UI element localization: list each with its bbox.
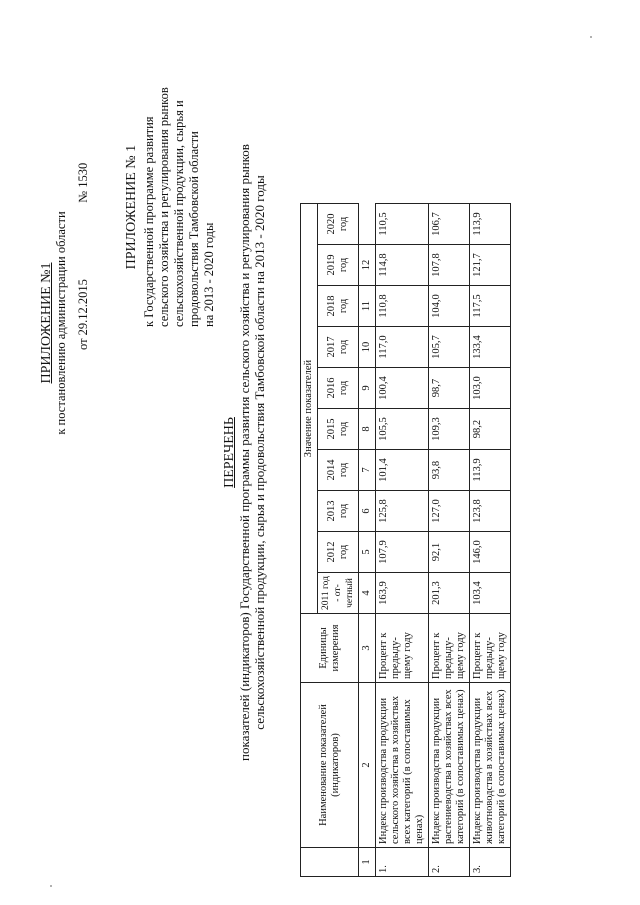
row-value: 117,0 [376,327,429,368]
table-row [470,204,511,877]
table-header-row [301,204,318,877]
column-number-row [359,204,376,877]
row-indicator-name: Индекс производства продукции растениеводства в хозяйствах всех категорий (в сопоставимых ценах) [429,683,470,848]
row-value: 113,9 [470,204,511,245]
header-indicator-name: Наименование показателей (индикаторов) [301,683,359,848]
row-value: 98,7 [429,368,470,409]
header-year: 2016 год [318,368,359,409]
resolution-number: № 1530 [76,162,90,203]
row-value: 103,0 [470,368,511,409]
header-year: 2017 год [318,327,359,368]
row-value: 110,8 [376,286,429,327]
header-values: Значение показателей [301,204,318,614]
column-number: 10 [359,327,376,368]
row-value: 103,4 [470,573,511,614]
appendix-1-block [39,173,69,473]
scan-dust-mark [50,885,52,887]
appendix-1-resolution-line: к постановлению администрации области [54,211,68,435]
document-title-block [222,30,267,875]
row-value: 105,7 [429,327,470,368]
row-value: 98,2 [470,409,511,450]
row-value: 104,0 [429,286,470,327]
document-subtitle-line-2: сельскохозяйственной продукции, сырья и продовольствия Тамбовской области на 2013 - 2020 годы [252,175,267,730]
row-unit: Процент к предыду-щему году [470,614,511,683]
appendix-2-line: сельского хозяйства и регулирования рынков [157,87,171,327]
header-year: 2019 год [318,245,359,286]
row-indicator-name: Индекс производства продукции сельского хозяйства в хозяйствах всех категорий (в сопоставимых ценах) [376,683,429,848]
row-value: 201,3 [429,573,470,614]
row-value: 107,9 [376,532,429,573]
row-value: 146,0 [470,532,511,573]
row-unit: Процент к предыду-щему году [376,614,429,683]
column-number: 9 [359,368,376,409]
appendix-2-line: к Государственной программе развития [142,116,156,327]
header-year: 2018 год [318,286,359,327]
column-number: 8 [359,409,376,450]
row-value: 107,8 [429,245,470,286]
appendix-2-line: на 2013 - 2020 годы [202,222,216,327]
scan-dust-mark [590,36,592,38]
row-value: 123,8 [470,491,511,532]
row-value: 163,9 [376,573,429,614]
row-number: 1. [376,848,429,877]
row-value: 106,7 [429,204,470,245]
resolution-date: от 29.12.2015 [76,279,90,350]
document-subtitle-line-1: показателей (индикаторов) Государственной программы развития сельского хозяйства и регулирования рынков [237,144,252,761]
appendix-2-block [124,87,217,327]
row-value: 114,8 [376,245,429,286]
indicators-table [300,203,511,877]
appendix-2-title: ПРИЛОЖЕНИЕ № 1 [124,144,139,270]
table-row [429,204,470,877]
row-value: 93,8 [429,450,470,491]
appendix-2-line: продовольствия Тамбовской области [187,131,201,327]
row-value: 133,4 [470,327,511,368]
column-number: 5 [359,532,376,573]
header-year: 2014 год [318,450,359,491]
table-row [376,204,429,877]
row-value: 117,5 [470,286,511,327]
column-number: 4 [359,573,376,614]
appendix-1-title: ПРИЛОЖЕНИЕ №1 [39,262,54,384]
row-value: 109,3 [429,409,470,450]
column-number: 7 [359,450,376,491]
row-value: 121,7 [470,245,511,286]
header-year: 2013 год [318,491,359,532]
resolution-date-number [76,90,91,350]
header-year: 2012 год [318,532,359,573]
row-number: 3. [470,848,511,877]
column-number: 1 [359,848,376,877]
row-value: 101,4 [376,450,429,491]
row-value: 100,4 [376,368,429,409]
row-value: 127,0 [429,491,470,532]
row-unit: Процент к предыду-щему году [429,614,470,683]
row-indicator-name: Индекс производства продукции животноводства в хозяйствах всех категорий (в сопоставимых ценах) [470,683,511,848]
row-value: 92,1 [429,532,470,573]
row-value: 113,9 [470,450,511,491]
row-value: 110,5 [376,204,429,245]
column-number: 2 [359,683,376,848]
header-year: 2011 год - от-четный [318,573,359,614]
column-number: 6 [359,491,376,532]
appendix-2-line: сельскохозяйственной продукции, сырья и [172,100,186,327]
column-number: 11 [359,286,376,327]
header-year: 2020 год [318,204,359,245]
row-number: 2. [429,848,470,877]
header-year: 2015 год [318,409,359,450]
header-number [301,848,359,877]
column-number: 3 [359,614,376,683]
row-value: 105,5 [376,409,429,450]
header-unit: Единицы измерения [301,614,359,683]
document-title: ПЕРЕЧЕНЬ [222,417,237,488]
row-value: 125,8 [376,491,429,532]
column-number: 12 [359,245,376,286]
